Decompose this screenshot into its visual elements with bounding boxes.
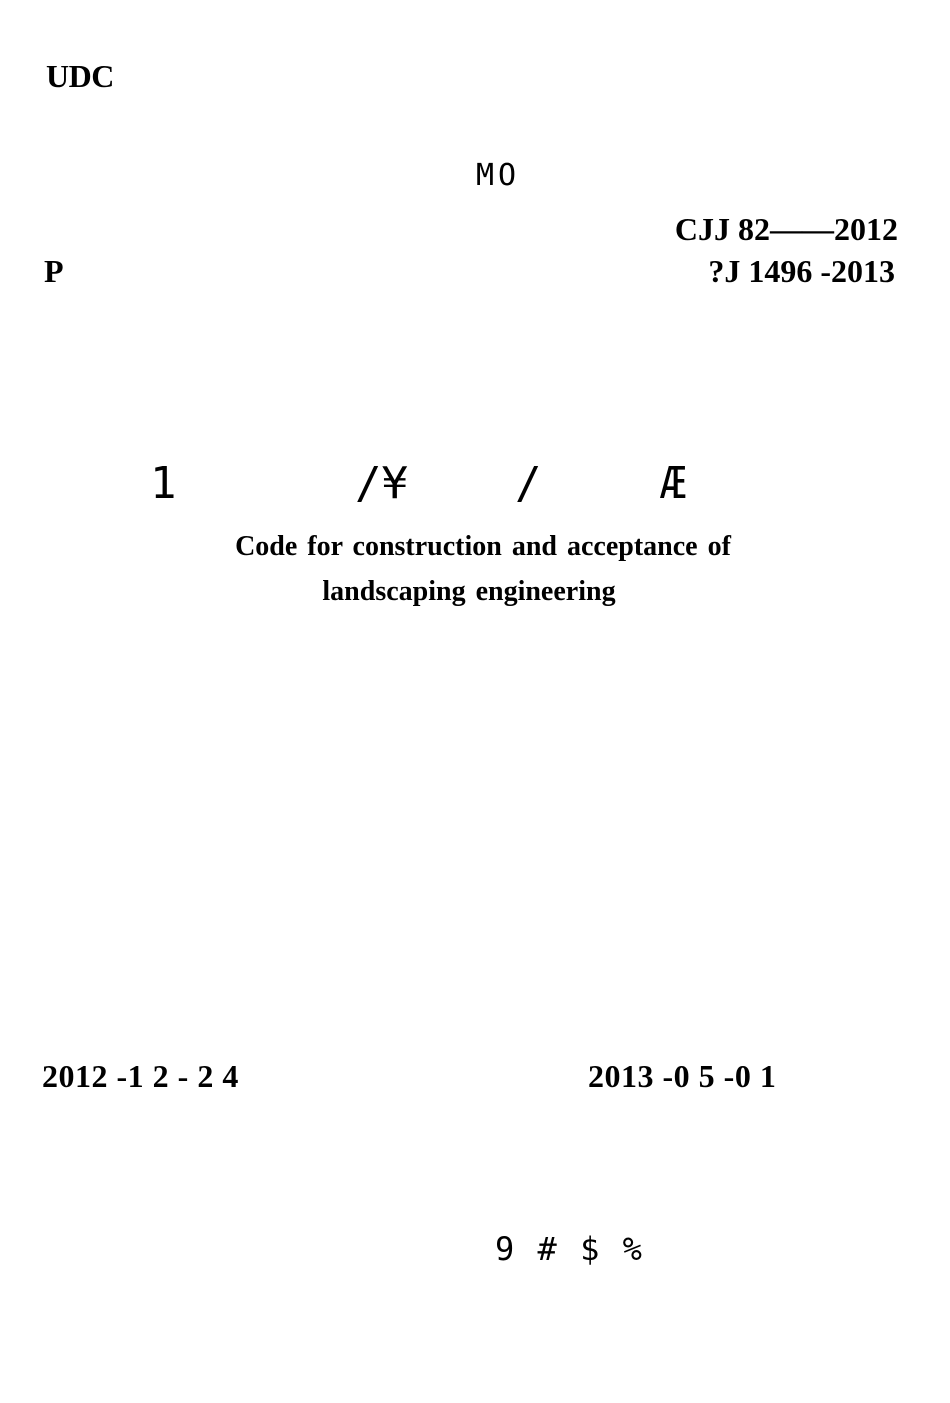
title-glyph-4: Æ <box>660 458 687 509</box>
udc-label: UDC <box>46 58 114 94</box>
title-glyph-1: 1 <box>150 458 177 509</box>
implementation-date: 2013 -0 5 -0 1 <box>588 1058 777 1094</box>
standard-class-code: MO <box>476 158 521 193</box>
english-title-line-1: Code for construction and acceptance of <box>235 531 731 562</box>
standard-number: CJJ 82——2012 <box>674 211 898 247</box>
english-title-line-2: landscaping engineering <box>322 576 616 607</box>
issue-date: 2012 -1 2 - 2 4 <box>42 1058 239 1094</box>
title-glyph-2: /¥ <box>355 458 408 509</box>
record-number: ?J 1496 -2013 <box>708 253 895 289</box>
publisher-line: 9 # $ % <box>495 1230 644 1268</box>
category-label: P <box>44 253 64 289</box>
title-glyph-3: / <box>515 458 542 509</box>
